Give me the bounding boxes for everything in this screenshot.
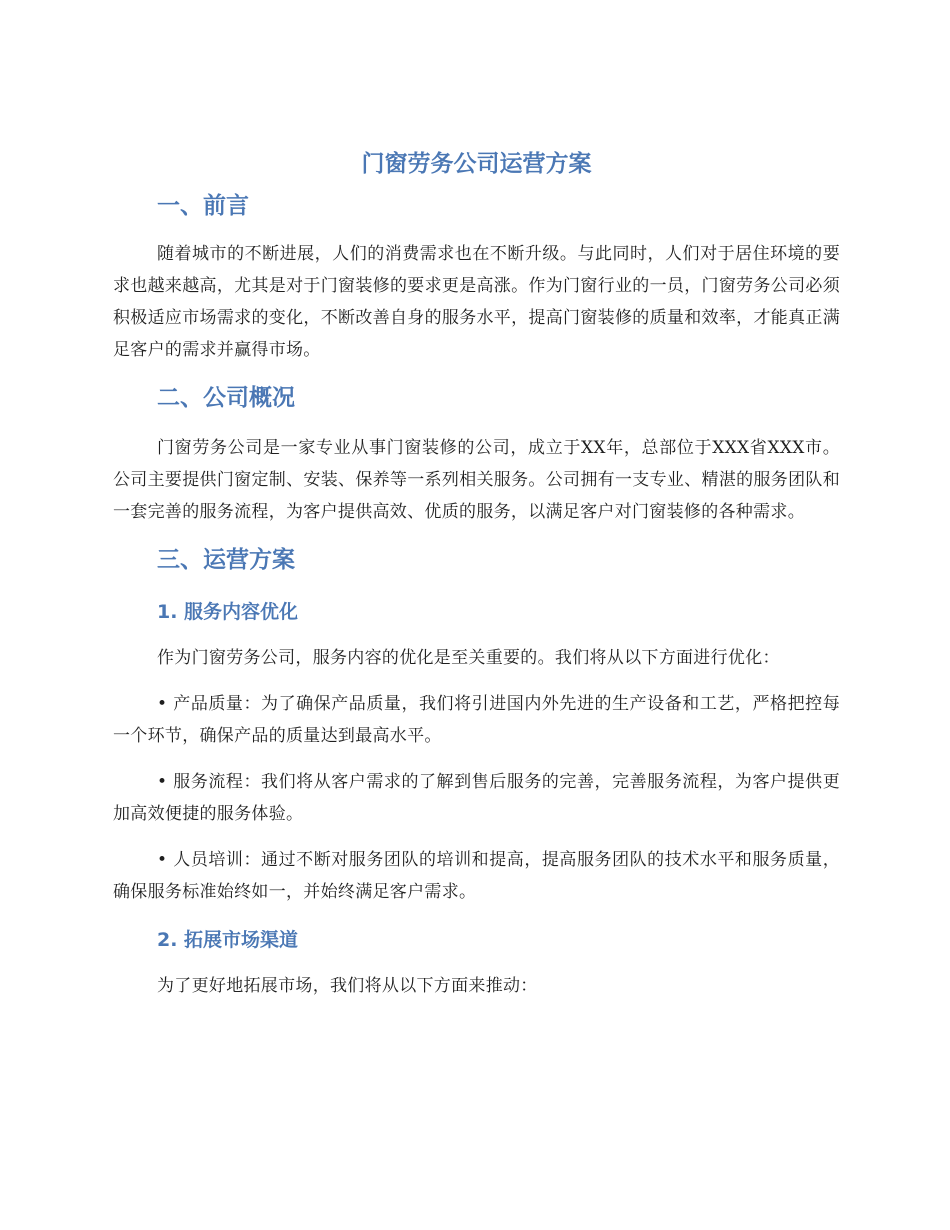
document-body [113, 144, 840, 1002]
section-heading-overview: 二、公司概况 [157, 385, 295, 411]
section-heading-intro: 一、前言 [157, 193, 249, 219]
bullet-product-quality: • 产品质量：为了确保产品质量，我们将引进国内外先进的生产设备和工艺，严格把控每一个环节，确保产品的质量达到最高水平。 [113, 694, 840, 746]
document-title: 门窗劳务公司运营方案 [361, 151, 592, 177]
subsection-heading-market: 2. 拓展市场渠道 [157, 929, 299, 951]
market-intro-paragraph: 为了更好地拓展市场，我们将从以下方面来推动： [157, 976, 538, 996]
intro-paragraph: 随着城市的不断进展，人们的消费需求也在不断升级。与此同时，人们对于居住环境的要求也越来越高，尤其是对于门窗装修的要求更是高涨。作为门窗行业的一员，门窗劳务公司必须积极适应市场需求的变化，不断改善自身的服务水平，提高门窗装修的质量和效率，才能真正满足客户的需求并赢得市场。 [113, 244, 840, 360]
bullet-staff-training: • 人员培训：通过不断对服务团队的培训和提高，提高服务团队的技术水平和服务质量，确保服务标准始终如一，并始终满足客户需求。 [113, 850, 840, 902]
section-heading-plan: 三、运营方案 [157, 547, 295, 573]
overview-paragraph: 门窗劳务公司是一家专业从事门窗装修的公司，成立于XX年，总部位于XXX省XXX市。公司主要提供门窗定制、安装、保养等一系列相关服务。公司拥有一支专业、精湛的服务团队和一套完善的服务流程，为客户提供高效、优质的服务，以满足客户对门窗装修的各种需求。 [113, 438, 840, 522]
service-intro-paragraph: 作为门窗劳务公司，服务内容的优化是至关重要的。我们将从以下方面进行优化： [157, 648, 780, 668]
subsection-heading-service: 1. 服务内容优化 [157, 601, 299, 623]
bullet-service-process: • 服务流程：我们将从客户需求的了解到售后服务的完善，完善服务流程，为客户提供更加高效便捷的服务体验。 [113, 772, 840, 824]
